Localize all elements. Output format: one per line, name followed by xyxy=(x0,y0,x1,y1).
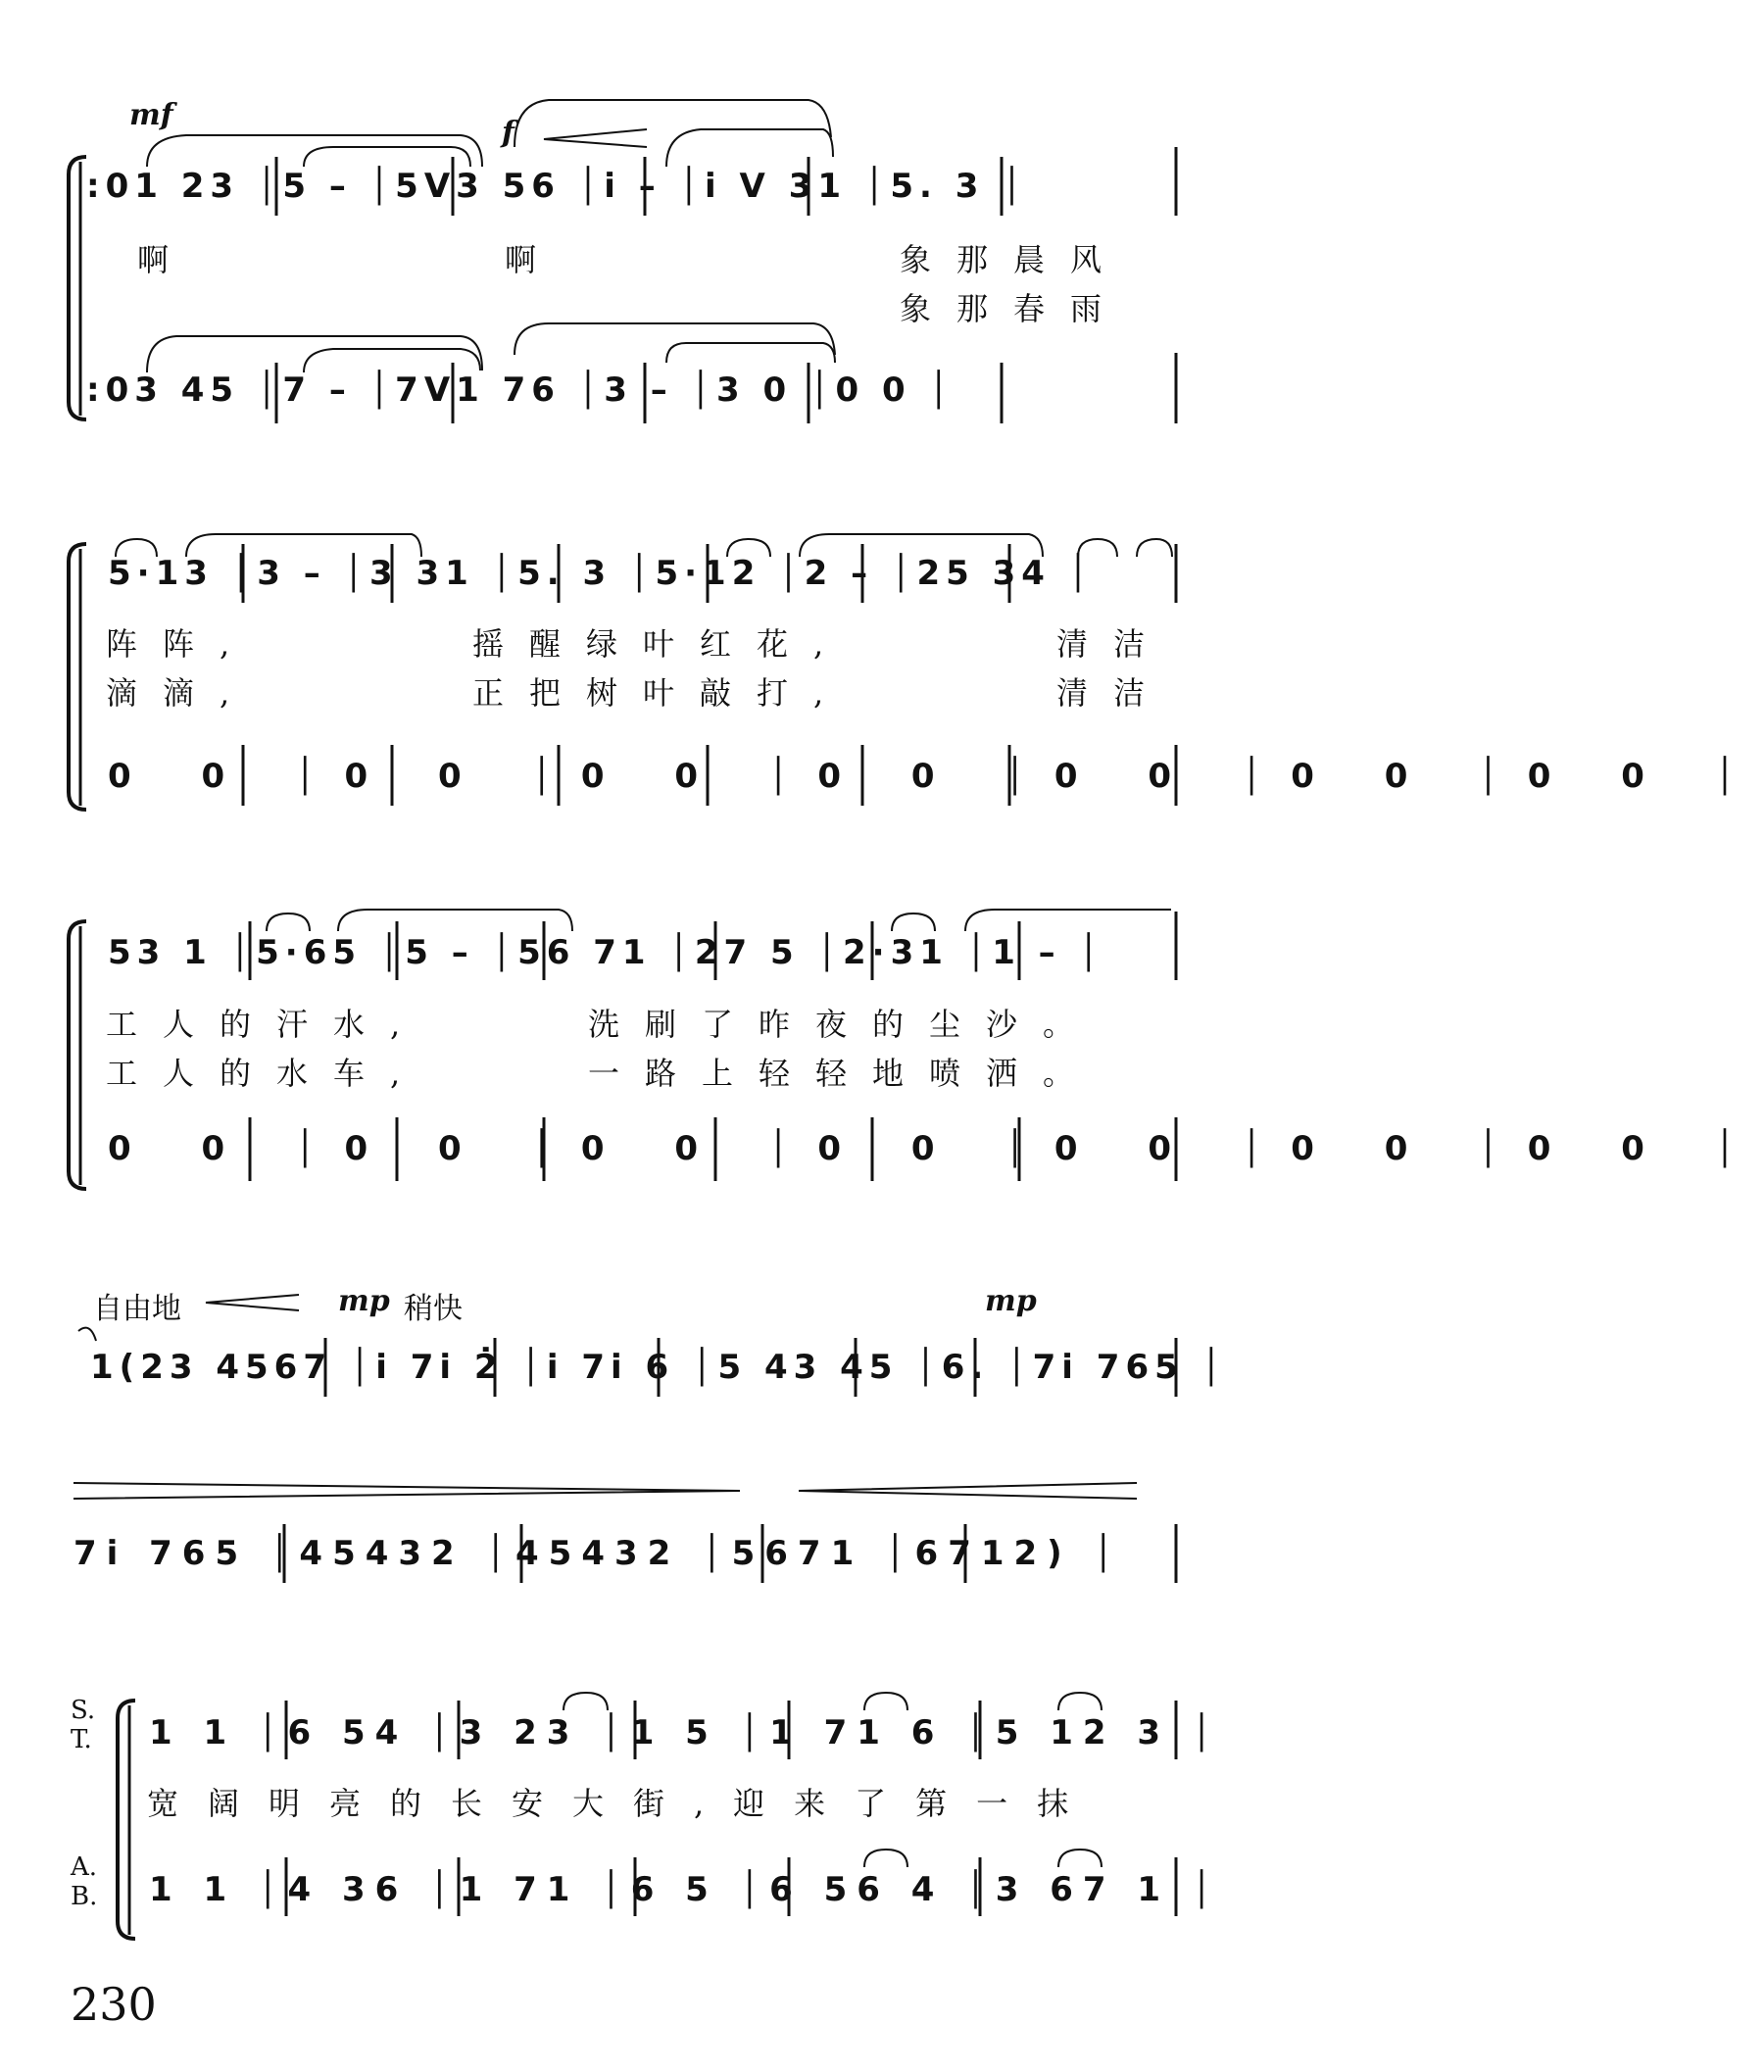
crescendo-hairpin-3 xyxy=(74,1483,740,1499)
system3-lyric-v1-2: 洗刷了昨夜的尘沙。 xyxy=(588,1006,1101,1043)
system2-lyric-v1-1: 阵阵, xyxy=(106,625,256,663)
system5-bracket xyxy=(118,1701,135,1939)
crescendo-hairpin-1 xyxy=(544,129,647,147)
system1-lyric-v2: 象那春雨 xyxy=(900,290,1128,327)
system2-soprano-line: 5·13 │3 – │3 31 │5. 3 │5·12 │2 – │25 34 │ xyxy=(108,554,1095,593)
system2-lyric-v2-3: 清洁 xyxy=(1056,674,1171,712)
dynamic-mp-1: mp xyxy=(338,1284,390,1318)
system3-slurs xyxy=(267,910,1171,931)
tempo-marking-faster: 稍快 xyxy=(404,1292,463,1326)
system1-lyric-1: 啊 xyxy=(137,241,195,278)
system1-lyric-3: 象那晨风 xyxy=(900,241,1128,278)
system5-lyrics: 宽阔明亮的长安大街,迎来了第一抹 xyxy=(147,1785,1099,1822)
system1-slurs xyxy=(147,100,835,372)
interlude-line-1: 1(23 4567 │i̇ 7i̇ 2̇ │i̇ 7i̇ 6 │5 43 45 │6. │7i̇ 765 │ xyxy=(90,1348,1228,1387)
system1-alto-line: :03 45 │7 – │7V1 76 │3 – │3 0 │0 0 │ xyxy=(86,370,955,410)
system3-bracket xyxy=(69,921,86,1189)
system2-lyric-v2-2: 正把树叶敲打, xyxy=(472,674,850,712)
dynamic-mp-2: mp xyxy=(985,1284,1037,1318)
system2-lyric-v1-3: 清洁 xyxy=(1056,625,1171,663)
page-number: 230 xyxy=(71,1978,157,2031)
system5-lower-line: 1 1 │4 36 │1 71 │6 5 │6 56 4 │3 67 1 │ xyxy=(149,1870,1222,1909)
system3-soprano-line: 53 1 │5·65 │5 – │56 71 │27 5 │2·31 │1 – │ xyxy=(108,933,1104,972)
system1-soprano-line: :01 23 │5 – │5V3 56 │i̇ – │i̇ V 31 │5. 3 │ xyxy=(86,167,1028,206)
tie-start xyxy=(78,1328,96,1341)
part-label-alto-bass: A. B. xyxy=(71,1852,98,1911)
system2-bracket xyxy=(69,544,86,810)
crescendo-hairpin-4 xyxy=(799,1483,1137,1499)
system2-alto-line: 0 0 │0 0 │0 0 │0 0 │0 0 │0 0 │0 0 │ xyxy=(108,757,1764,796)
system3-lyric-v2-1: 工人的水车, xyxy=(106,1055,426,1092)
system2-lyric-v2-1: 滴滴, xyxy=(106,674,256,712)
system3-lyric-v2-2: 一路上轻轻地喷洒。 xyxy=(588,1055,1101,1092)
system3-lyric-v1-1: 工人的汗水, xyxy=(106,1006,426,1043)
interlude-line-2: 7i̇ 765 │45432 │45432 │5671 │6712) │ xyxy=(74,1534,1124,1573)
system1-bracket xyxy=(69,157,86,419)
dynamic-mf: mf xyxy=(129,98,173,132)
crescendo-hairpin-2 xyxy=(206,1295,299,1310)
system2-lyric-v1-2: 摇醒绿叶红花, xyxy=(472,625,850,663)
tempo-marking-free: 自由地 xyxy=(93,1292,181,1326)
system5-upper-line: 1 1 │6 54 │3 23 │1 5 │1 71 6 │5 12 3 │ xyxy=(149,1713,1222,1752)
part-label-soprano-tenor: S. T. xyxy=(71,1696,96,1754)
dynamic-f: f xyxy=(502,116,514,150)
system3-alto-line: 0 0 │0 0 │0 0 │0 0 │0 0 │0 0 │0 0 │ xyxy=(108,1129,1764,1168)
system1-lyric-2: 啊 xyxy=(505,241,563,278)
